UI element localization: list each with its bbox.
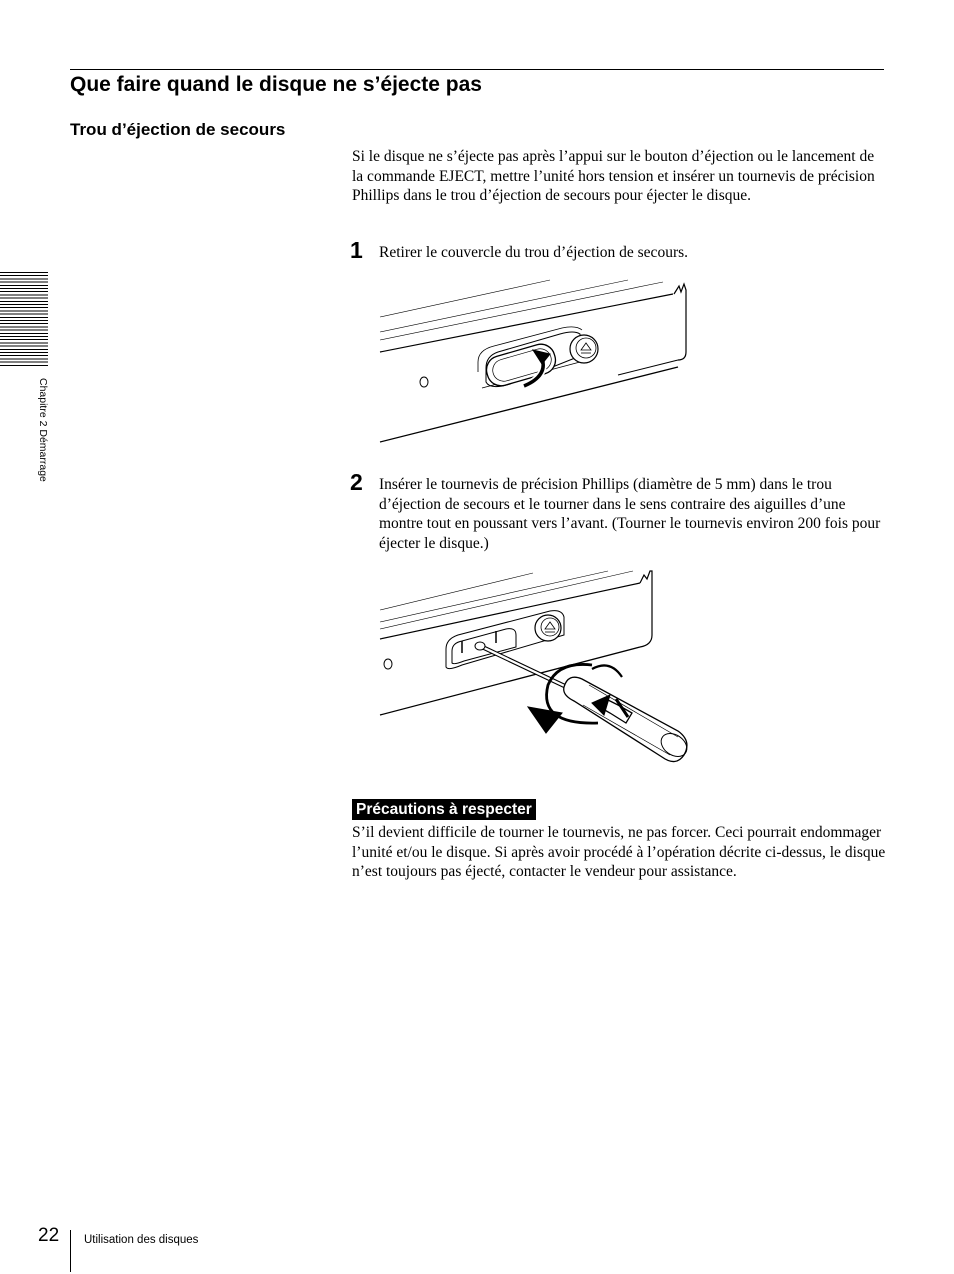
intro-paragraph: Si le disque ne s’éjecte pas après l’appui sur le bouton d’éjection ou le lancement de la commande EJECT, mettre l’unité hors tension et insérer un tournevis de précision Phillips dans le trou d’éjection de secours pour éjecter le disque. bbox=[352, 148, 875, 205]
caution-label: Précautions à respecter bbox=[352, 799, 536, 820]
page-title: Que faire quand le disque ne s’éjecte pas bbox=[70, 73, 482, 96]
figure-remove-cover bbox=[378, 272, 698, 452]
eject-icon bbox=[570, 335, 598, 363]
step-2-number: 2 bbox=[350, 469, 363, 495]
eject-icon bbox=[535, 615, 561, 641]
page-number: 22 bbox=[38, 1225, 60, 1246]
step-1-number: 1 bbox=[350, 237, 363, 263]
footer-divider bbox=[70, 1230, 71, 1272]
step-2-text: Insérer le tournevis de précision Phillips (diamètre de 5 mm) dans le trou d’éjection de secours et le tourner dans le sens contraire des aiguilles d’une montre tout en poussant vers l’avant. (Tourner le tournevis environ 200 fois pour éjecter le disque.) bbox=[379, 476, 881, 552]
caution-text: S’il devient difficile de tourner le tournevis, ne pas forcer. Ceci pourrait endommager l’unité et/ou le disque. Si après avoir procédé à l’opération décrite ci-dessus, le disque n’est toujours pas éjecté, contacter le vendeur pour assistance. bbox=[352, 824, 886, 881]
figure-screwdriver bbox=[378, 565, 698, 773]
top-rule bbox=[70, 69, 884, 70]
chapter-tab-bars bbox=[0, 272, 48, 366]
side-chapter-label: Chapitre 2 Démarrage bbox=[37, 378, 49, 482]
section-heading: Trou d’éjection de secours bbox=[70, 120, 286, 139]
step-1-text: Retirer le couvercle du trou d’éjection de secours. bbox=[379, 244, 689, 261]
footer-section-title: Utilisation des disques bbox=[84, 1234, 199, 1246]
screwdriver-icon bbox=[475, 642, 691, 762]
